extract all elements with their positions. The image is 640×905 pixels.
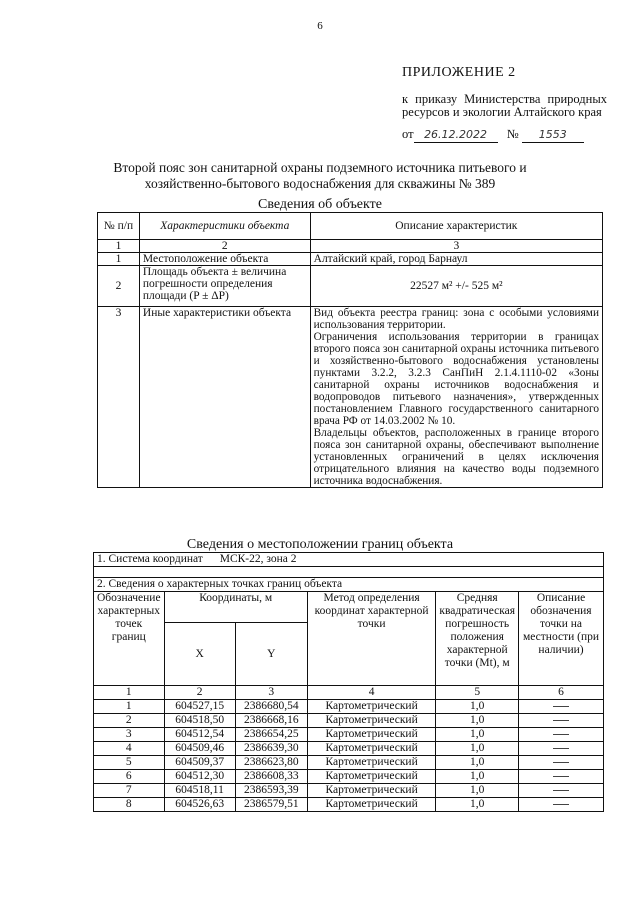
table-row bbox=[94, 756, 604, 770]
row-num: 1 bbox=[98, 253, 140, 266]
header-y: Y bbox=[235, 623, 307, 686]
header-error: Средняя квадратическая погрешность положения характерной точки (Mt), м bbox=[436, 592, 519, 686]
desc-paragraph: Владельцы объектов, расположенных в границе второго пояса зон санитарной охраны, обеспечивают выполнение установленных ограничений в целях исключения отрицательного влияния на качество воды подземного источника водоснабжения. bbox=[313, 427, 599, 487]
method: Картометрический bbox=[307, 700, 436, 714]
object-section-title: Сведения об объекте bbox=[258, 197, 382, 212]
coord-x: 604509,46 bbox=[164, 742, 235, 756]
dash-icon bbox=[553, 748, 569, 749]
mean-error: 1,0 bbox=[436, 728, 519, 742]
coord-y: 2386639,30 bbox=[235, 742, 307, 756]
boundary-colnums bbox=[94, 686, 604, 700]
point-number: 6 bbox=[94, 770, 165, 784]
coord-x: 604527,15 bbox=[164, 700, 235, 714]
col-num: 3 bbox=[235, 686, 307, 700]
row-num: 3 bbox=[98, 307, 140, 488]
dash-mark bbox=[519, 714, 604, 728]
row-desc: Алтайский край, город Барнаул bbox=[310, 253, 602, 266]
coord-system-row bbox=[94, 553, 604, 567]
object-table-header bbox=[98, 213, 603, 240]
dash-icon bbox=[553, 776, 569, 777]
coord-x: 604512,30 bbox=[164, 770, 235, 784]
row-desc: 22527 м² +/- 525 м² bbox=[310, 266, 602, 307]
appendix-date-line bbox=[402, 127, 607, 143]
dash-icon bbox=[553, 790, 569, 791]
header-description: Описание характеристик bbox=[310, 213, 602, 240]
dash-icon bbox=[553, 804, 569, 805]
points-label-row bbox=[94, 578, 604, 592]
dash-mark bbox=[519, 700, 604, 714]
coord-x: 604512,54 bbox=[164, 728, 235, 742]
dash-icon bbox=[553, 706, 569, 707]
page-number: 6 bbox=[317, 20, 323, 32]
coord-y: 2386680,54 bbox=[235, 700, 307, 714]
handwritten-date: 26.12.2022 bbox=[424, 128, 488, 141]
row-name: Площадь объекта ± величина погрешности определения площади (P ± ΔP) bbox=[139, 266, 310, 307]
coord-y: 2386593,39 bbox=[235, 784, 307, 798]
col-num: 1 bbox=[98, 240, 140, 253]
coord-system-value: МСК-22, зона 2 bbox=[219, 553, 297, 565]
coord-y: 2386579,51 bbox=[235, 798, 307, 812]
row-name: Местоположение объекта bbox=[139, 253, 310, 266]
appendix-text: к приказу Министерства природных ресурсов и экологии Алтайского края bbox=[402, 92, 607, 119]
header-designation: Обозначение характерных точек границ bbox=[94, 592, 165, 686]
point-number: 7 bbox=[94, 784, 165, 798]
method: Картометрический bbox=[307, 798, 436, 812]
mean-error: 1,0 bbox=[436, 798, 519, 812]
table-row bbox=[94, 728, 604, 742]
table-row bbox=[94, 798, 604, 812]
point-number: 3 bbox=[94, 728, 165, 742]
mean-error: 1,0 bbox=[436, 784, 519, 798]
desc-paragraph: Вид объекта реестра границ: зона с особыми условиями использования территории. bbox=[313, 307, 599, 331]
col-num: 2 bbox=[139, 240, 310, 253]
dash-mark bbox=[519, 742, 604, 756]
dash-mark bbox=[519, 798, 604, 812]
table-row bbox=[98, 266, 603, 307]
dash-icon bbox=[553, 720, 569, 721]
table-row bbox=[94, 784, 604, 798]
method: Картометрический bbox=[307, 714, 436, 728]
header-coords: Координаты, м bbox=[164, 592, 307, 623]
number-prefix: № bbox=[506, 127, 519, 141]
boundary-table bbox=[93, 552, 604, 812]
coord-x: 604526,63 bbox=[164, 798, 235, 812]
dash-icon bbox=[553, 734, 569, 735]
col-num: 6 bbox=[519, 686, 604, 700]
row-name: Иные характеристики объекта bbox=[139, 307, 310, 488]
header-x: X bbox=[164, 623, 235, 686]
dash-mark bbox=[519, 756, 604, 770]
dash-mark bbox=[519, 728, 604, 742]
date-prefix: от bbox=[402, 127, 414, 141]
object-table bbox=[97, 212, 603, 488]
coord-y: 2386608,33 bbox=[235, 770, 307, 784]
table-row bbox=[94, 714, 604, 728]
col-num: 5 bbox=[436, 686, 519, 700]
coord-y: 2386654,25 bbox=[235, 728, 307, 742]
dash-icon bbox=[553, 762, 569, 763]
header-characteristic: Характеристики объекта bbox=[139, 213, 310, 240]
coord-x: 604509,37 bbox=[164, 756, 235, 770]
method: Картометрический bbox=[307, 756, 436, 770]
document-title: Второй пояс зон санитарной охраны подземного источника питьевого и хозяйственно-бытового водоснабжения для скважины № 389 bbox=[113, 160, 527, 191]
header-method: Метод определения координат характерной точки bbox=[307, 592, 436, 686]
header-description: Описание обозначения точки на местности (при наличии) bbox=[519, 592, 604, 686]
col-num: 4 bbox=[307, 686, 436, 700]
point-number: 2 bbox=[94, 714, 165, 728]
col-num: 1 bbox=[94, 686, 165, 700]
col-num: 3 bbox=[310, 240, 602, 253]
point-number: 1 bbox=[94, 700, 165, 714]
dash-mark bbox=[519, 784, 604, 798]
desc-paragraph: Ограничения использования территории в границах второго пояса зон санитарной охраны источника питьевого и хозяйственно-бытового водоснабжения установлены пунктами 3.2.2, 3.2.3 СанПиН 2.1.4.1110-02 «Зоны санитарной охраны источников водоснабжения и водопроводов питьевого назначения», утвержденных постановлением Главного государственного санитарного врача РФ от 14.03.2002 № 10. bbox=[313, 331, 599, 427]
dash-mark bbox=[519, 770, 604, 784]
header-num: № п/п bbox=[98, 213, 140, 240]
mean-error: 1,0 bbox=[436, 756, 519, 770]
coord-y: 2386668,16 bbox=[235, 714, 307, 728]
point-number: 4 bbox=[94, 742, 165, 756]
method: Картометрический bbox=[307, 742, 436, 756]
point-number: 8 bbox=[94, 798, 165, 812]
spacer-row bbox=[94, 567, 604, 578]
mean-error: 1,0 bbox=[436, 714, 519, 728]
table-row bbox=[94, 742, 604, 756]
point-rows bbox=[94, 700, 604, 812]
coord-y: 2386623,80 bbox=[235, 756, 307, 770]
row-num: 2 bbox=[98, 266, 140, 307]
mean-error: 1,0 bbox=[436, 770, 519, 784]
coord-system-label: 1. Система координат bbox=[97, 553, 203, 565]
mean-error: 1,0 bbox=[436, 700, 519, 714]
point-number: 5 bbox=[94, 756, 165, 770]
table-row bbox=[94, 770, 604, 784]
method: Картометрический bbox=[307, 770, 436, 784]
table-row bbox=[98, 307, 603, 488]
mean-error: 1,0 bbox=[436, 742, 519, 756]
coord-x: 604518,50 bbox=[164, 714, 235, 728]
table-row bbox=[94, 700, 604, 714]
boundary-section-title: Сведения о местоположении границ объекта bbox=[186, 537, 454, 552]
table-row bbox=[98, 253, 603, 266]
row-desc bbox=[310, 307, 602, 488]
object-table-colnums bbox=[98, 240, 603, 253]
method: Картометрический bbox=[307, 728, 436, 742]
col-num: 2 bbox=[164, 686, 235, 700]
appendix-title: ПРИЛОЖЕНИЕ 2 bbox=[402, 65, 516, 80]
method: Картометрический bbox=[307, 784, 436, 798]
boundary-header bbox=[94, 592, 604, 623]
points-label: 2. Сведения о характерных точках границ объекта bbox=[94, 578, 604, 592]
coord-x: 604518,11 bbox=[164, 784, 235, 798]
handwritten-number: 1553 bbox=[538, 128, 567, 141]
coord-system bbox=[94, 553, 604, 567]
